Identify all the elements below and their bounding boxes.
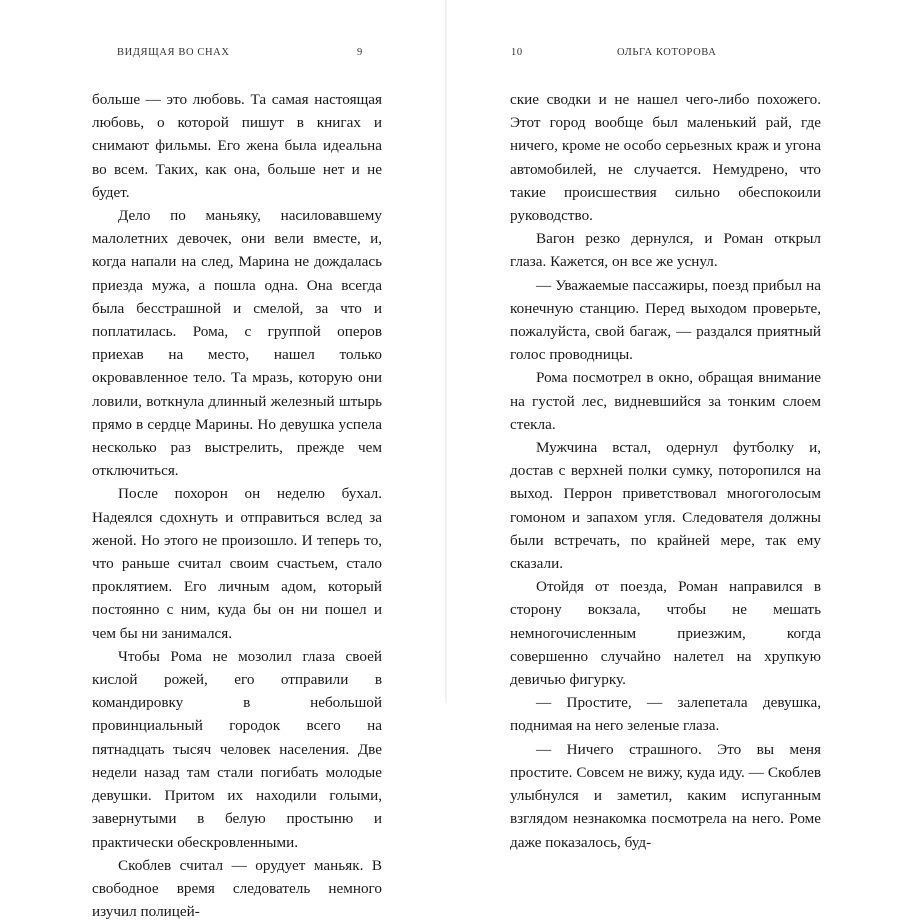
paragraph: — Ничего страшного. Это вы меня простите. Совсем не вижу, куда иду. — Скоблев улыбнулся и заметил, каким испуганным взглядом незнакомка посмотрела на него. Роме даже показалось, буд- [510, 740, 821, 851]
paragraph: — Простите, — залепетала девушка, поднимая на него зеленые глаза. [510, 694, 821, 735]
page-number: 10 [511, 47, 523, 58]
paragraph: Вагон резко дернулся, и Роман открыл глаза. Кажется, он все же уснул. [510, 230, 821, 271]
running-title: ВИДЯЩАЯ ВО СНАХ [117, 47, 230, 58]
paragraph: Чтобы Рома не мозолил глаза своей кислой рожей, его отправили в командировку в небольшой провинциальный городок всего на пятнадцать тысяч человек населения. Две недели назад там стали погибать молодые девушки. Притом их находили голыми, завернутыми в белую простыню и практически обескровленными. [92, 647, 382, 851]
paragraph: — Уважаемые пассажиры, поезд прибыл на конечную станцию. Перед выходом проверьте, пожалуйста, свой багаж, — раздался приятный голос проводницы. [510, 276, 821, 364]
paragraph: После похорон он неделю бухал. Надеялся сдохнуть и отправиться вслед за женой. Но этого не произошло. И теперь то, что раньше считал своим счастьем, стало проклятием. Его личным адом, который постоянно с ним, куда бы он ни пошел и чем бы ни занимался. [92, 485, 382, 642]
right-page [447, 0, 902, 851]
paragraph: Мужчина встал, одернул футболку и, достав с верхней полки сумку, поторопился на выход. Перрон приветствовал многоголосым гомоном и запахом угля. Следователя должны были встречать, по крайней мере, так ему сказали. [510, 439, 821, 573]
paragraph: Скоблев считал — орудует маньяк. В свободное время следователь немного изучил полицей- [92, 856, 382, 921]
right-page-text [510, 88, 821, 854]
left-page [0, 0, 446, 921]
paragraph: Отойдя от поезда, Роман направился в сторону вокзала, чтобы не мешать немногочисленным приезжим, когда совершенно случайно налетел на хрупкую девичью фигурку. [510, 578, 821, 689]
page-number: 9 [357, 47, 363, 58]
paragraph: ские сводки и не нашел чего-либо похожего. Этот город вообще был маленький рай, где ничего, кроме не особо серьезных краж и угона автомобилей, не случается. Немудрено, что такие происшествия сильно обеспокоили руководство. [510, 91, 821, 225]
left-page-text [92, 88, 382, 923]
paragraph: Дело по маньяку, насиловавшему малолетних девочек, они вели вместе, и, когда напали на след, Марина не дождалась приезда мужа, а пошла одна. Она всегда была бесстрашной и смелой, за что и поплатилась. Рома, с группой оперов приехав на место, нашел только окровавленное тело. Та мразь, которую они ловили, воткнула длинный железный штырь прямо в сердце Марины. Но девушка успела несколько раз выстрелить, прежде чем отключиться. [92, 207, 382, 480]
running-title: ОЛЬГА КОТОРОВА [617, 47, 717, 58]
paragraph: Рома посмотрел в окно, обращая внимание на густой лес, видневшийся за тонким слоем стекла. [510, 369, 821, 433]
paragraph: больше — это любовь. Та самая настоящая любовь, о которой пишут в книгах и снимают фильмы. Его жена была идеальна во всем. Таких, как она, больше нет и не будет. [92, 91, 382, 201]
